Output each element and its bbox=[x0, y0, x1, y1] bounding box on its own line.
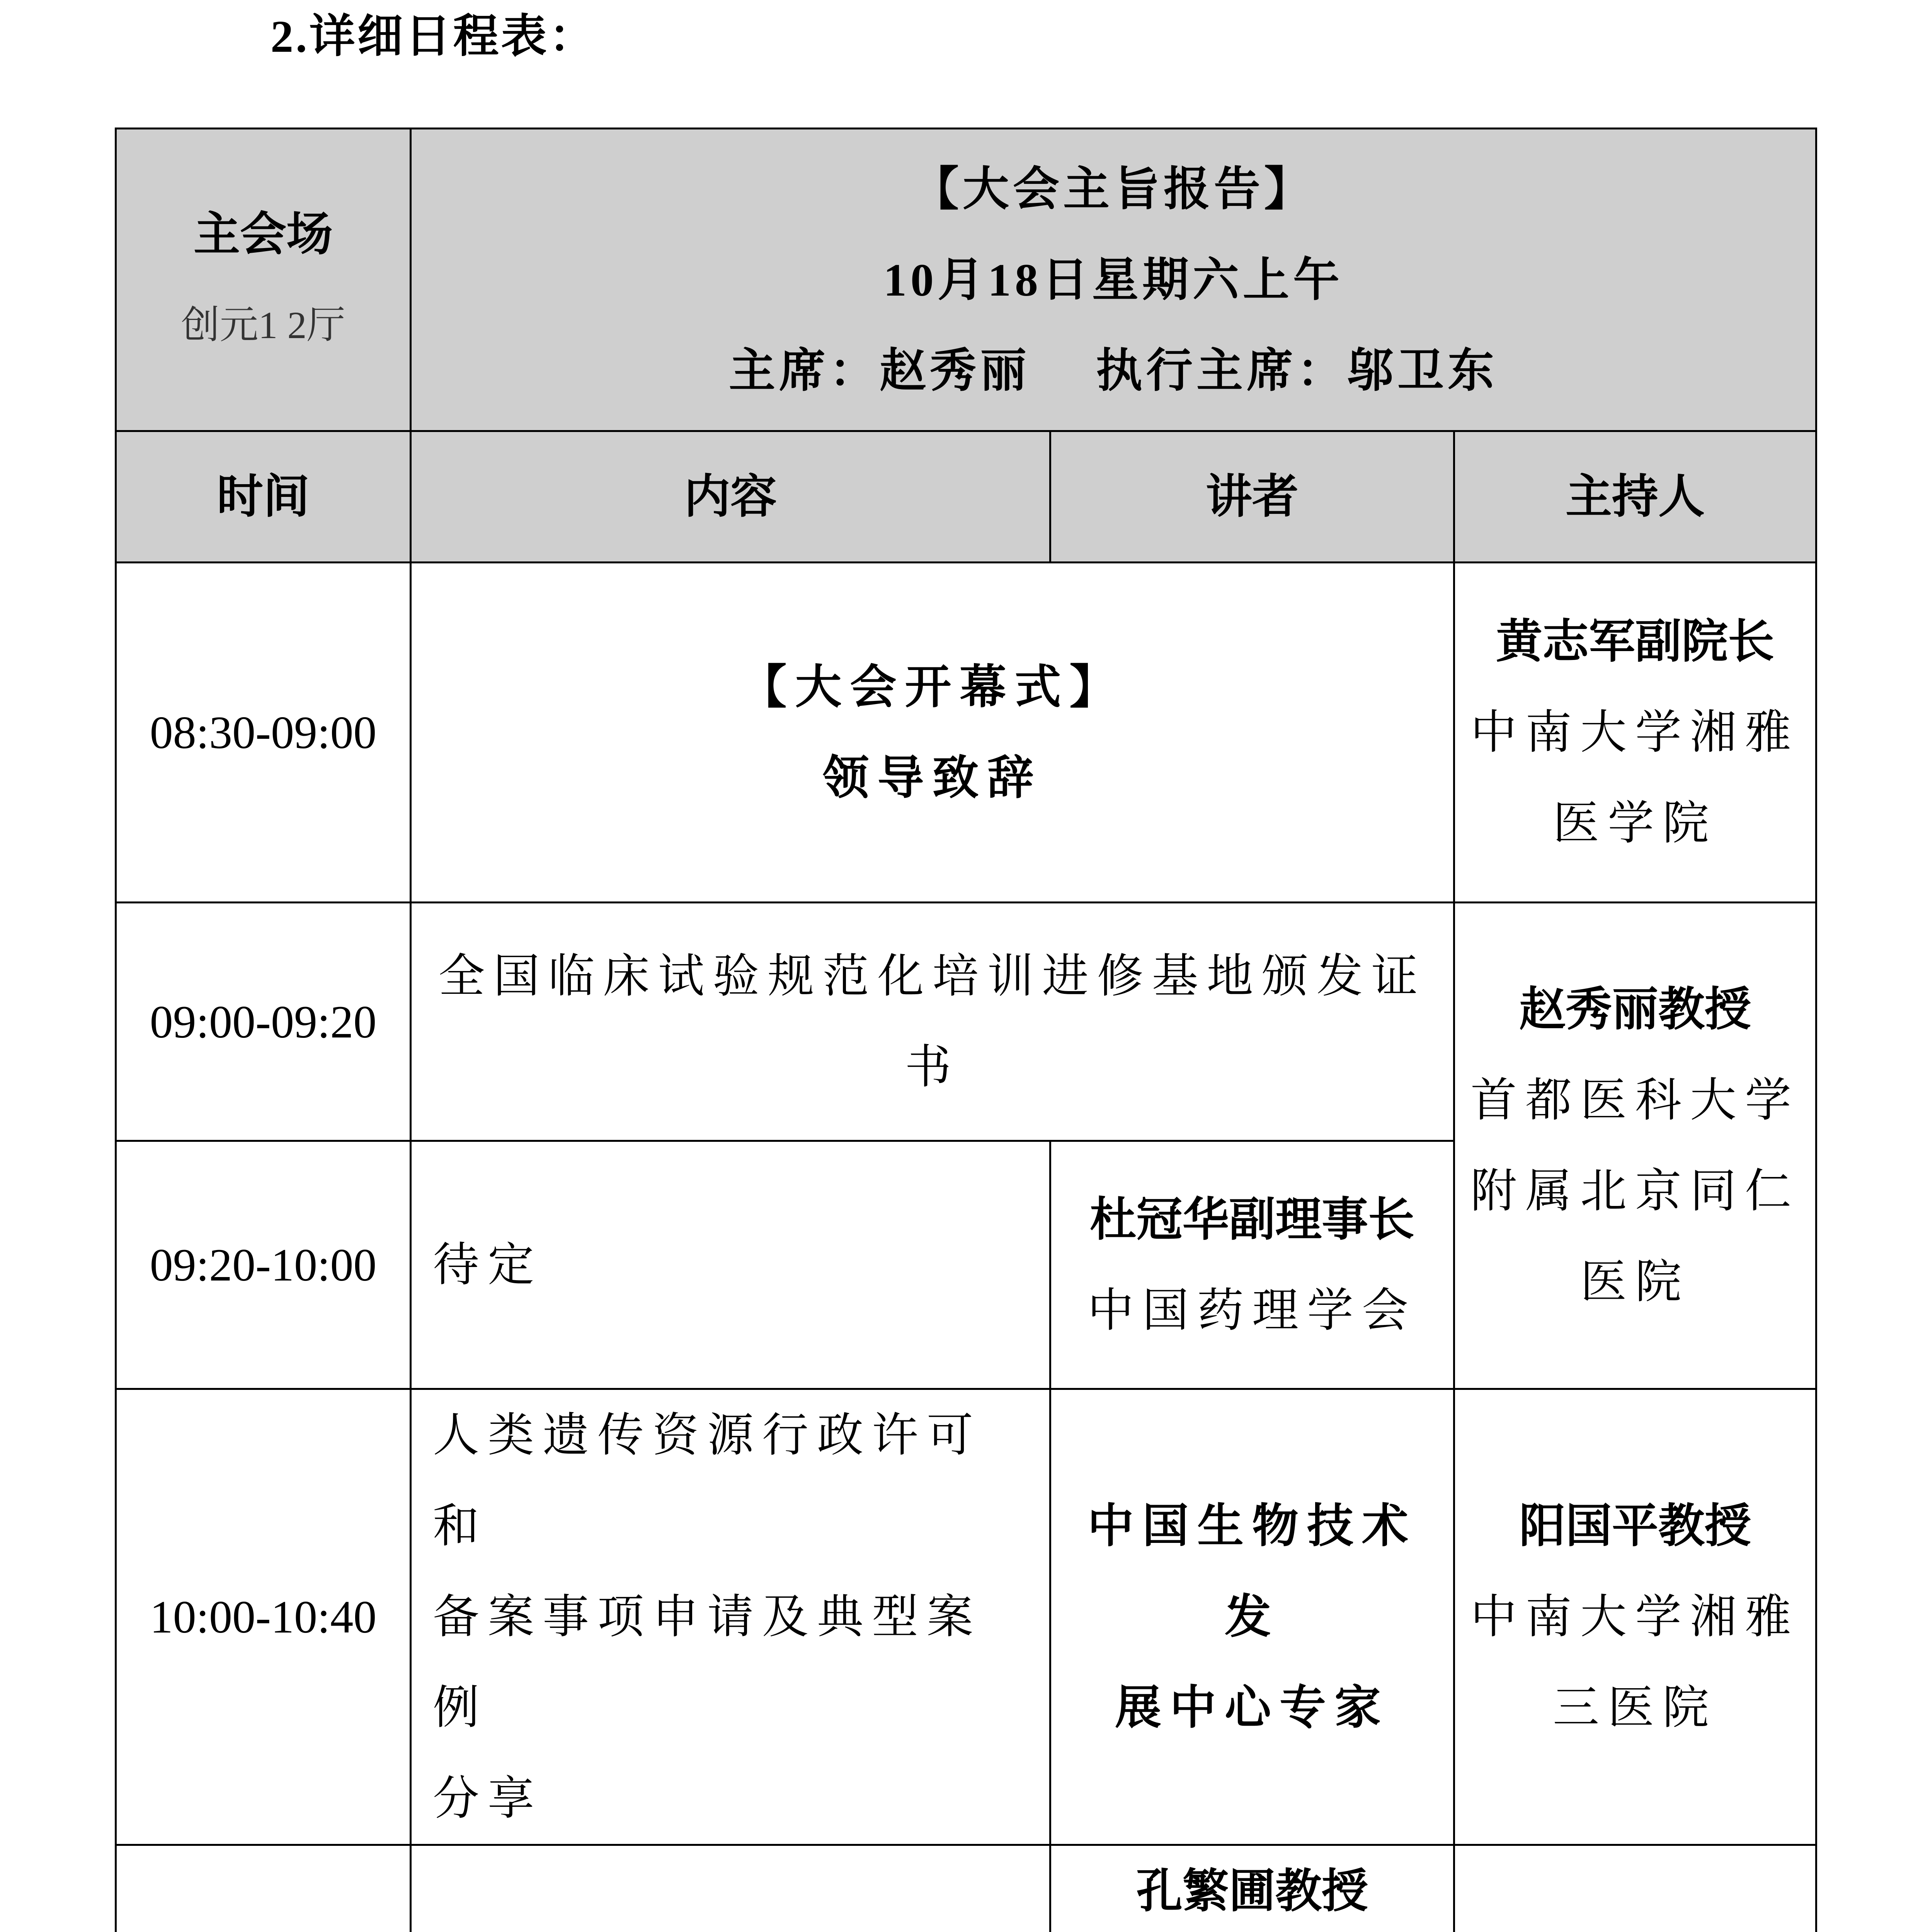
time-cell: 10:00-10:40 bbox=[116, 1389, 411, 1845]
venue-hall: 创元1 2厅 bbox=[181, 304, 345, 347]
table-row bbox=[116, 1389, 1816, 1845]
host-name: 赵秀丽教授 bbox=[1519, 984, 1751, 1035]
speaker-org: 中国药理学会 bbox=[1087, 1284, 1417, 1336]
session-header-row bbox=[116, 129, 1816, 431]
speaker-line: 展中心专家 bbox=[1115, 1682, 1389, 1733]
content-cell bbox=[411, 1845, 1050, 1932]
table-row bbox=[116, 563, 1816, 903]
col-header-speaker: 讲者 bbox=[1050, 431, 1454, 563]
host-org: 医院 bbox=[1580, 1256, 1690, 1308]
content-cell bbox=[411, 1389, 1050, 1845]
host-cell bbox=[1454, 1389, 1816, 1845]
host-org: 附属北京同仁 bbox=[1470, 1165, 1800, 1217]
host-cell bbox=[1454, 1845, 1816, 1932]
time-cell bbox=[116, 1845, 411, 1932]
content-cell bbox=[411, 563, 1454, 903]
content-line: 领导致辞 bbox=[822, 752, 1042, 804]
time-cell: 08:30-09:00 bbox=[116, 563, 411, 903]
session-chair: 主席：赵秀丽 bbox=[729, 345, 1031, 396]
host-cell bbox=[1454, 903, 1816, 1389]
host-org: 中南大学湘雅 bbox=[1470, 707, 1800, 758]
schedule-table bbox=[115, 128, 1817, 1932]
col-header-host: 主持人 bbox=[1454, 431, 1816, 563]
content-cell: 全国临床试验规范化培训进修基地颁发证书 bbox=[411, 903, 1454, 1141]
session-title: 【大会主旨报告】 bbox=[912, 163, 1315, 215]
speaker-cell bbox=[1050, 1389, 1454, 1845]
col-header-time: 时间 bbox=[116, 431, 411, 563]
content-line: 分享 bbox=[433, 1773, 543, 1824]
page-heading: 2.详细日程表： bbox=[271, 11, 597, 62]
session-date: 10月18日星期六上午 bbox=[883, 254, 1344, 306]
session-exec-chair: 执行主席：邬卫东 bbox=[1096, 345, 1498, 396]
session-info-cell bbox=[411, 129, 1816, 431]
time-cell: 09:20-10:00 bbox=[116, 1141, 411, 1389]
speaker-cell bbox=[1050, 1141, 1454, 1389]
table-row bbox=[116, 1845, 1816, 1932]
venue-cell bbox=[116, 129, 411, 431]
venue-name: 主会场 bbox=[194, 209, 333, 260]
col-header-content: 内容 bbox=[411, 431, 1050, 563]
host-cell bbox=[1454, 563, 1816, 903]
host-name: 阳国平教授 bbox=[1519, 1500, 1751, 1552]
content-cell: 待定 bbox=[411, 1141, 1050, 1389]
session-chairs bbox=[427, 325, 1800, 416]
content-line: 备案事项申请及典型案例 bbox=[433, 1591, 982, 1733]
host-org: 医学院 bbox=[1553, 798, 1718, 849]
speaker-name: 孔繁圃教授 bbox=[1136, 1866, 1368, 1917]
column-header-row bbox=[116, 431, 1816, 563]
speaker-line: 中国生物技术发 bbox=[1087, 1500, 1417, 1643]
host-org: 首都医科大学 bbox=[1470, 1075, 1800, 1126]
time-cell: 09:00-09:20 bbox=[116, 903, 411, 1141]
host-org: 三医院 bbox=[1553, 1682, 1718, 1733]
host-name: 黄志军副院长 bbox=[1496, 616, 1775, 667]
speaker-name: 杜冠华副理事长 bbox=[1090, 1194, 1414, 1245]
content-line: 人类遗传资源行政许可和 bbox=[433, 1410, 982, 1552]
host-org: 中南大学湘雅 bbox=[1470, 1591, 1800, 1643]
speaker-cell bbox=[1050, 1845, 1454, 1932]
table-row bbox=[116, 903, 1816, 1141]
content-line: 【大会开幕式】 bbox=[740, 661, 1125, 713]
